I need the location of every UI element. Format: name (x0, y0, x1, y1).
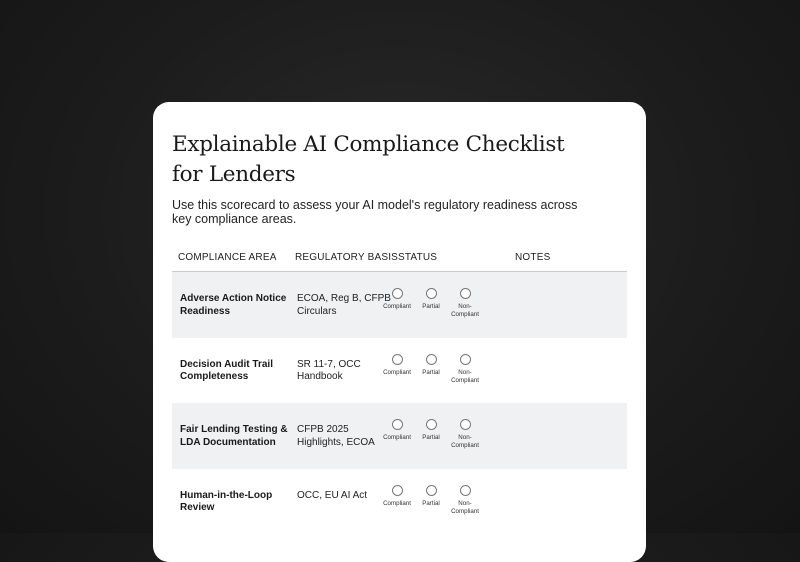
radio-button[interactable] (426, 354, 437, 365)
status-option-non-compliant[interactable] (445, 354, 485, 385)
status-option-non-compliant[interactable] (445, 485, 485, 516)
compliance-area: Decision Audit Trail Completeness (180, 358, 273, 382)
radio-button[interactable] (392, 288, 403, 299)
regulatory-basis: CFPB 2025 Highlights, ECOA (297, 424, 375, 448)
status-option-label: Compliant (383, 368, 411, 376)
radio-button[interactable] (392, 354, 403, 365)
checklist-card (153, 102, 646, 562)
header-regulatory-basis: REGULATORY BASIS (295, 252, 399, 263)
table-row (172, 272, 627, 338)
status-option-label: Compliant (383, 434, 411, 441)
radio-button[interactable] (426, 419, 437, 430)
radio-button[interactable] (460, 354, 471, 365)
radio-button[interactable] (426, 288, 437, 299)
table-row (172, 338, 627, 404)
compliance-area: Adverse Action Notice Readiness (180, 293, 287, 317)
compliance-table (172, 244, 627, 534)
status-option-label: Compliant (383, 499, 411, 507)
table-row (172, 403, 627, 469)
status-option-label: Partial (422, 303, 440, 310)
radio-button[interactable] (460, 485, 471, 496)
page-subtitle: Use this scorecard to assess your AI model's regulatory readiness across key compliance areas. (172, 198, 578, 226)
radio-button[interactable] (426, 485, 437, 496)
regulatory-basis: OCC, EU AI Act (297, 489, 368, 501)
status-option-label: Non-Compliant (451, 434, 479, 449)
radio-button[interactable] (460, 288, 471, 299)
radio-button[interactable] (460, 419, 471, 430)
status-option-label: Partial (422, 434, 440, 441)
compliance-area: Fair Lending Testing & LDA Documentation (180, 424, 288, 448)
regulatory-basis: SR 11-7, OCC Handbook (297, 358, 361, 382)
status-option-non-compliant[interactable] (445, 288, 485, 319)
radio-button[interactable] (392, 419, 403, 430)
table-header (172, 244, 627, 272)
status-option-label: Non-Compliant (451, 368, 479, 384)
radio-button[interactable] (392, 485, 403, 496)
status-option-label: Partial (422, 499, 440, 507)
compliance-area: Human-in-the-Loop Review (180, 489, 273, 513)
header-status: STATUS (398, 252, 438, 263)
status-option-label: Non-Compliant (451, 303, 479, 318)
table-row (172, 469, 627, 535)
status-option-label: Compliant (383, 303, 411, 310)
header-notes: NOTES (515, 252, 551, 263)
status-option-label: Non-Compliant (451, 499, 479, 515)
page-title: Explainable AI Compliance Checklist for Lenders (172, 132, 565, 187)
regulatory-basis: ECOA, Reg B, CFPB Circulars (297, 293, 391, 317)
status-option-label: Partial (422, 368, 440, 376)
status-option-non-compliant[interactable] (445, 419, 485, 450)
header-compliance-area: COMPLIANCE AREA (178, 252, 277, 263)
